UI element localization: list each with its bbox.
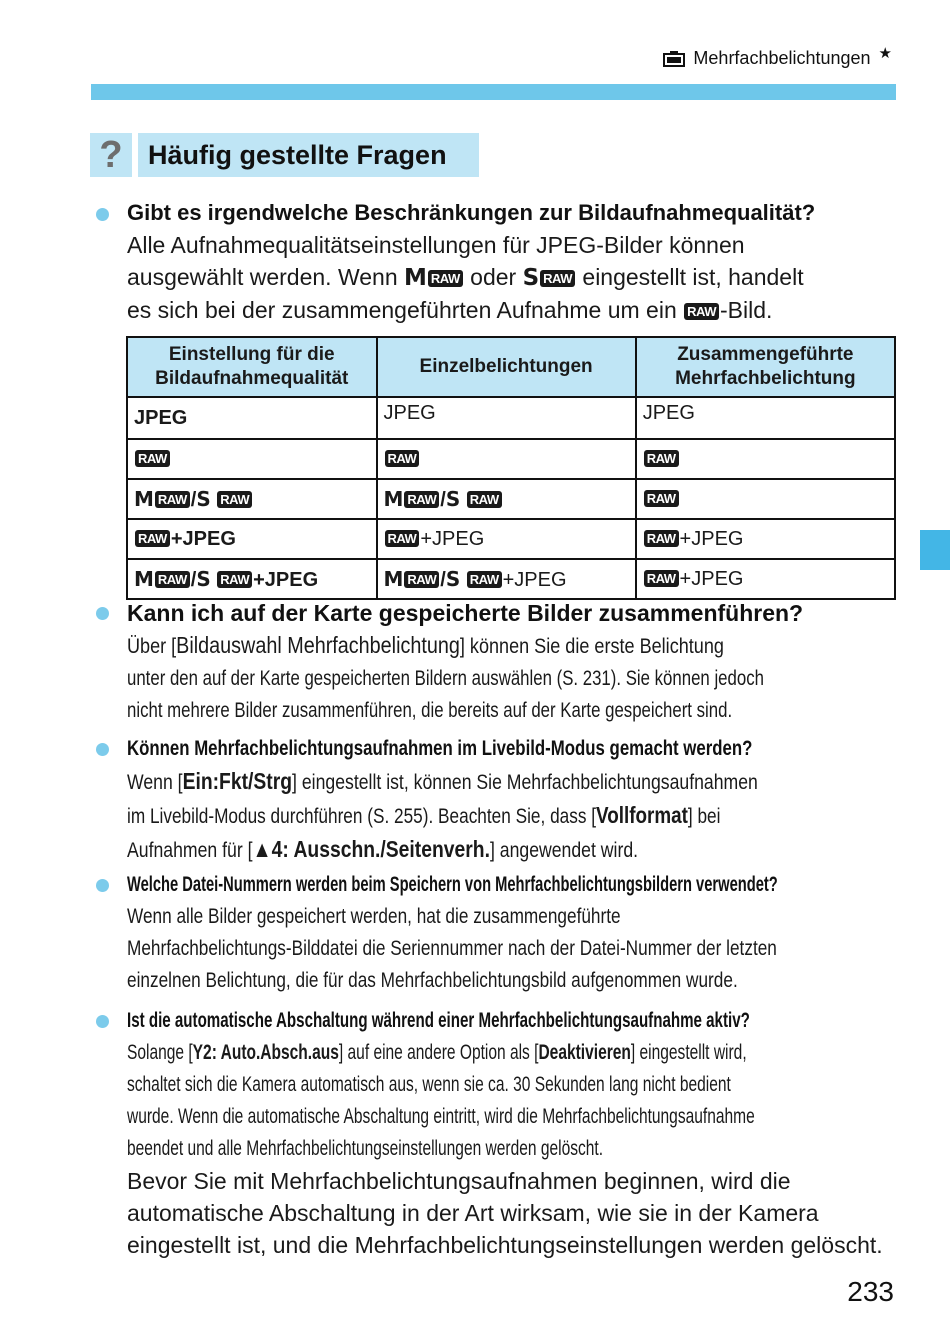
s-size-label: S	[445, 566, 461, 591]
menu-item-name: Vollformat	[596, 802, 688, 828]
text-segment: wurde. Wenn die automatische Abschaltung eintritt, wird die Mehrfachbelichtungsaufnahme	[127, 1105, 755, 1128]
header-line: Mehrfachbelichtung	[675, 368, 856, 389]
page-header	[663, 44, 892, 69]
raw-icon: RAW	[155, 571, 190, 588]
text-segment: ausgewählt werden. Wenn	[127, 264, 398, 290]
faq-answer-1-line2	[127, 261, 897, 294]
faq-answer-1-line1: Alle Aufnahmequalitätseinstellungen für JPEG-Bilder können	[127, 232, 745, 258]
text-segment: einzelnen Belichtung, die für das Mehrfachbelichtungsbild aufgenommen wurde.	[127, 969, 738, 992]
raw-icon: RAW	[404, 491, 439, 508]
table-cell	[636, 479, 895, 519]
slash: /	[190, 488, 197, 511]
table-cell	[636, 559, 895, 599]
table-cell	[377, 519, 636, 559]
header-line: Zusammengeführte	[677, 344, 854, 365]
question-icon-box	[90, 133, 132, 177]
m-size-label: M	[134, 486, 154, 511]
table-header-setting	[127, 337, 377, 397]
text-segment: Wenn alle Bilder gespeichert werden, hat die zusammengeführte	[127, 905, 621, 928]
bullet-icon	[96, 607, 109, 620]
table-row	[127, 439, 895, 479]
table-row	[127, 559, 895, 599]
raw-icon: RAW	[644, 450, 679, 467]
shooting-menu-icon	[663, 51, 685, 67]
raw-icon: RAW	[135, 450, 170, 467]
faq-answer-4-line3	[127, 965, 897, 997]
faq-answer-2-line2	[127, 663, 897, 695]
plus-jpeg: +JPEG	[170, 527, 236, 550]
text-segment: es sich bei der zusammengeführten Aufnahme um ein	[127, 297, 677, 323]
faq-question-1: Gibt es irgendwelche Beschränkungen zur Bildaufnahmequalität?	[127, 200, 816, 225]
text-segment: Solange [	[127, 1041, 193, 1064]
text-segment: schaltet sich die Kamera automatisch aus, wenn sie ca. 30 Sekunden lang nicht bedient	[127, 1073, 731, 1096]
table-row	[127, 519, 895, 559]
camera-tab-icon: ▲	[252, 836, 272, 862]
text-segment: ] eingestellt wird,	[630, 1041, 747, 1064]
faq-answer-4-line2	[127, 933, 897, 965]
raw-icon: RAW	[155, 491, 190, 508]
m-size-label: M	[383, 566, 404, 591]
text-segment: Welche Datei-Nummern werden beim Speichern von Mehrfachbelichtungsbildern verwendet?	[127, 873, 778, 896]
table-cell	[377, 479, 636, 519]
table-cell	[636, 439, 895, 479]
table-cell: JPEG	[127, 397, 377, 439]
faq-answer-1-line3	[127, 294, 897, 326]
table-header-row	[127, 337, 895, 397]
m-size-label: M	[383, 486, 404, 511]
text-segment: oder	[470, 264, 517, 290]
raw-icon: RAW	[428, 270, 463, 287]
faq-answer-5-line5: Bevor Sie mit Mehrfachbelichtungsaufnahmen beginnen, wird die	[127, 1168, 791, 1194]
bullet-icon	[96, 743, 109, 756]
text-segment: Können Mehrfachbelichtungsaufnahmen im Livebild-Modus gemacht werden?	[127, 737, 753, 760]
faq-answer-5-line7: eingestellt ist, und die Mehrfachbelichtungseinstellungen werden gelöscht.	[127, 1232, 883, 1258]
text-segment: ] eingestellt ist, können Sie Mehrfachbelichtungsaufnahmen	[292, 771, 758, 794]
chapter-tab-marker	[920, 530, 950, 570]
plus-jpeg: +JPEG	[502, 568, 567, 591]
raw-icon: RAW	[385, 450, 420, 467]
faq-question-4	[127, 869, 897, 901]
text-segment: nicht mehrere Bilder zusammenführen, die bereits auf der Karte gespeichert sind.	[127, 699, 733, 722]
table-cell	[127, 479, 377, 519]
raw-icon: RAW	[217, 491, 252, 508]
faq-question-3	[127, 733, 897, 765]
faq-item-1	[127, 197, 897, 326]
faq-answer-4-line1	[127, 901, 897, 933]
page-number: 233	[847, 1276, 894, 1307]
s-size-label: S	[522, 265, 540, 291]
table-row	[127, 479, 895, 519]
table-cell: JPEG	[636, 397, 895, 439]
raw-icon: RAW	[135, 530, 170, 547]
s-size-label: S	[196, 566, 211, 591]
faq-answer-3-line1	[127, 765, 897, 799]
raw-icon: RAW	[467, 491, 502, 508]
faq-answer-5-line2	[127, 1069, 897, 1101]
faq-item-4	[127, 869, 897, 997]
faq-answer-5-line1	[127, 1037, 897, 1069]
faq-answer-2-line1	[127, 629, 897, 663]
slash: /	[440, 568, 446, 591]
table-cell	[127, 559, 377, 599]
raw-icon: RAW	[644, 570, 679, 587]
plus-jpeg: +JPEG	[679, 527, 744, 550]
raw-icon: RAW	[217, 571, 252, 588]
faq-answer-3-line3	[127, 833, 897, 867]
raw-icon: RAW	[404, 571, 439, 588]
text-segment: Ist die automatische Abschaltung während einer Mehrfachbelichtungsaufnahme aktiv?	[127, 1009, 750, 1032]
faq-question-5	[127, 1005, 897, 1037]
text-segment: Mehrfachbelichtungs-Bilddatei die Seriennummer nach der Datei-Nummer der letzten	[127, 937, 777, 960]
bullet-icon	[96, 208, 109, 221]
raw-icon: RAW	[467, 571, 502, 588]
text-segment: ] auf eine andere Option als [	[338, 1041, 539, 1064]
text-segment: ] angewendet wird.	[489, 839, 639, 862]
header-line: Einstellung für die	[168, 344, 335, 365]
header-title: Mehrfachbelichtungen	[693, 48, 871, 68]
bullet-icon	[96, 1015, 109, 1028]
table-header-merged	[636, 337, 895, 397]
quality-table	[126, 336, 896, 600]
s-size-label: S	[445, 486, 461, 511]
menu-item-name: 4: Ausschn./Seitenverh.	[271, 836, 490, 862]
text-segment: ] können Sie die erste Belichtung	[459, 635, 724, 658]
faq-item-3	[127, 733, 897, 867]
faq-answer-2-line3	[127, 695, 897, 727]
text-segment: Aufnahmen für [	[127, 839, 253, 862]
text-segment: Über [	[127, 635, 177, 658]
question-mark-icon: ?	[99, 133, 123, 176]
text-segment: unter den auf der Karte gespeicherten Bildern auswählen (S. 231). Sie können jedoch	[127, 667, 764, 690]
raw-icon: RAW	[644, 530, 679, 547]
slash: /	[190, 568, 197, 591]
table-cell	[377, 439, 636, 479]
m-size-label: M	[134, 566, 154, 591]
section-title: Häufig gestellte Fragen	[138, 133, 479, 177]
text-segment: ] bei	[687, 805, 721, 828]
table-row	[127, 397, 895, 439]
faq-answer-5-line3	[127, 1101, 897, 1133]
table-cell	[636, 519, 895, 559]
star-icon: ★	[878, 44, 892, 62]
text-segment: beendet und alle Mehrfachbelichtungseinstellungen werden gelöscht.	[127, 1137, 604, 1160]
plus-jpeg: +JPEG	[679, 567, 744, 590]
faq-question-2: Kann ich auf der Karte gespeicherte Bilder zusammenführen?	[127, 600, 804, 626]
faq-answer-5-line6: automatische Abschaltung in der Art wirksam, wie sie in der Kamera	[127, 1200, 819, 1226]
table-cell	[127, 439, 377, 479]
s-size-label: S	[196, 486, 211, 511]
text-segment: im Livebild-Modus durchführen (S. 255). Beachten Sie, dass [	[127, 805, 597, 828]
text-segment: -Bild.	[720, 297, 773, 323]
table-cell	[127, 519, 377, 559]
faq-answer-5-line4	[127, 1133, 897, 1165]
raw-icon: RAW	[540, 270, 575, 287]
bullet-icon	[96, 879, 109, 892]
table-cell: JPEG	[377, 397, 636, 439]
menu-item-name: 2: Auto.Absch.aus	[203, 1041, 339, 1064]
m-size-label: M	[404, 265, 427, 291]
menu-item-name: Ein:Fkt/Strg	[182, 768, 293, 794]
wrench-icon: Y	[192, 1041, 204, 1064]
slash: /	[440, 488, 446, 511]
table-cell	[377, 559, 636, 599]
raw-icon: RAW	[684, 303, 719, 320]
faq-answer-3-line2	[127, 799, 897, 833]
plus-jpeg: +JPEG	[420, 527, 485, 550]
text-segment: Wenn [	[127, 771, 183, 794]
table-header-single: Einzelbelichtungen	[377, 337, 636, 397]
raw-icon: RAW	[644, 490, 679, 507]
header-line: Bildaufnahmequalität	[155, 368, 349, 389]
text-segment: eingestellt ist, handelt	[582, 264, 804, 290]
raw-icon: RAW	[385, 530, 420, 547]
faq-item-5	[127, 1005, 897, 1261]
faq-item-2	[127, 597, 897, 727]
top-accent-bar	[91, 84, 896, 100]
menu-item-name: Bildauswahl Mehrfachbelichtung	[176, 632, 460, 658]
plus-jpeg: +JPEG	[253, 568, 319, 591]
menu-option-name: Deaktivieren	[538, 1041, 631, 1064]
